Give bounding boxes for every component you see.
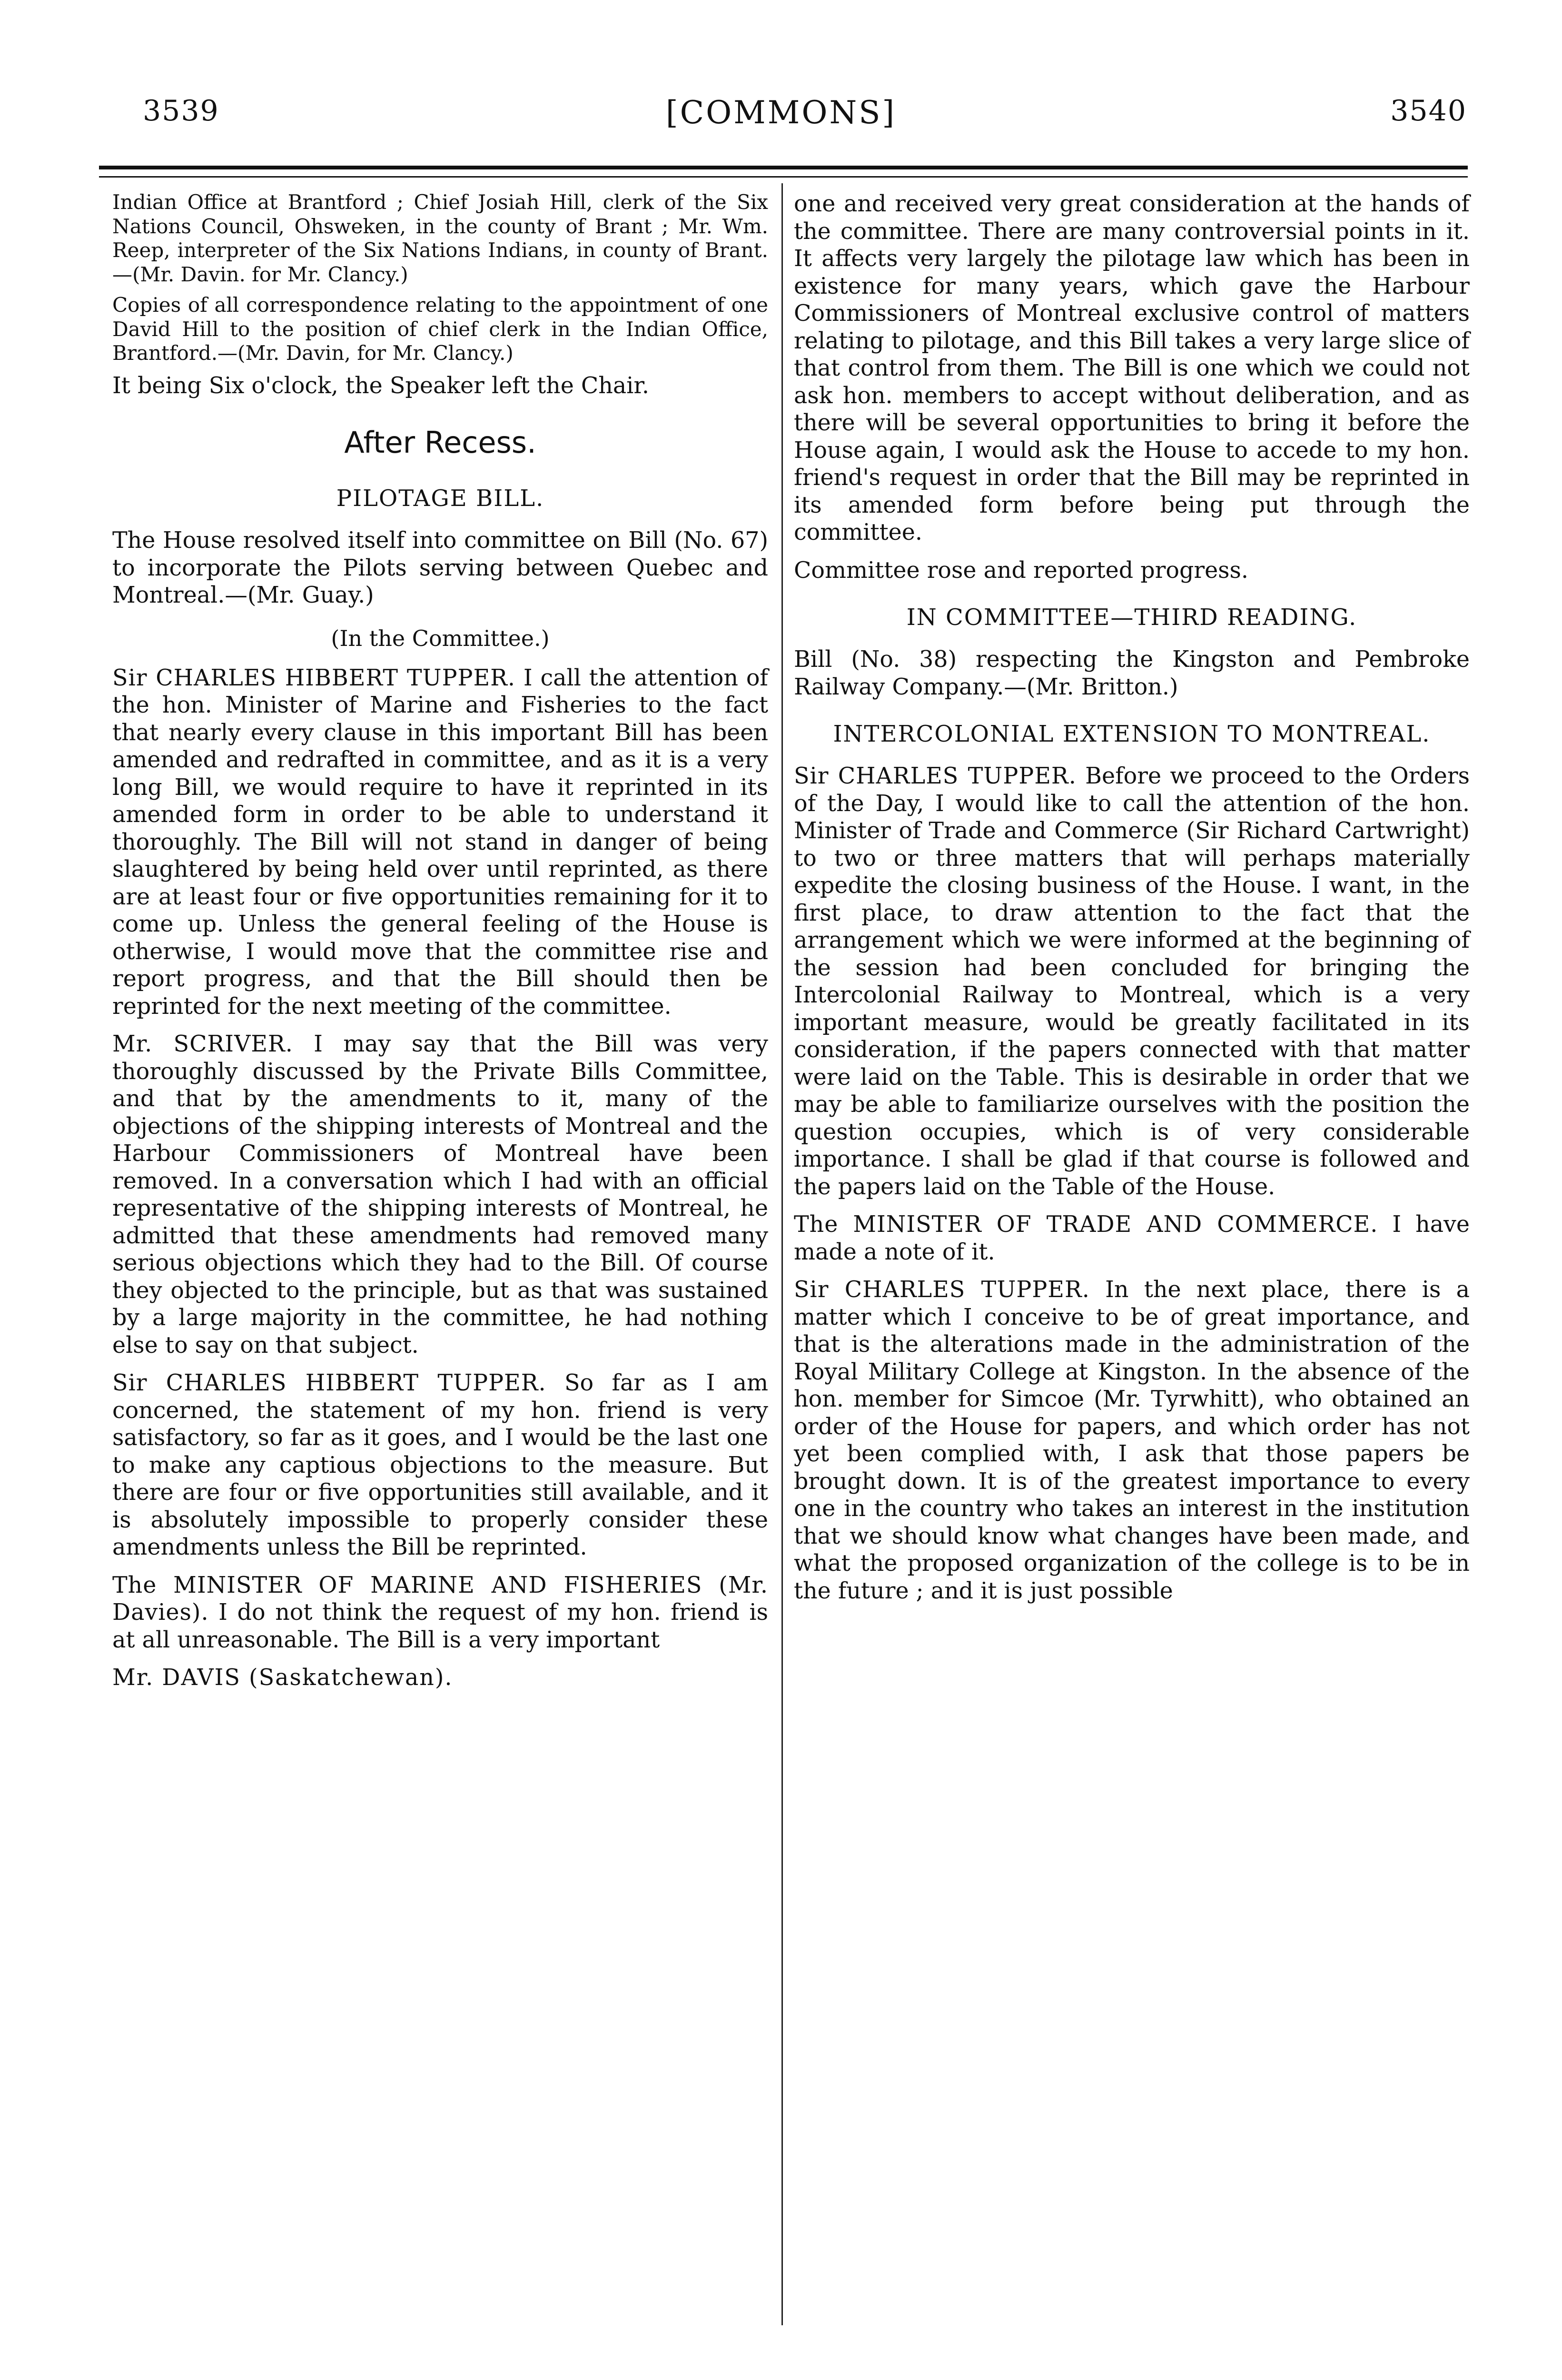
- running-head: [COMMONS]: [665, 94, 897, 131]
- paragraph: The House resolved itself into committee on Bill (No. 67) to incorporate the Pilots serving between Quebec and Montreal.—(Mr. Guay.): [112, 527, 768, 608]
- speaker-name: Sir CHARLES TUPPER.: [794, 1277, 1090, 1303]
- speech: [112, 1572, 768, 1654]
- paragraph: Bill (No. 38) respecting the Kingston and Pembroke Railway Company.—(Mr. Britton.): [794, 646, 1470, 700]
- speech: [794, 1211, 1470, 1266]
- speech-text: I call the attention of the hon. Minister of Marine and Fisheries to the fact that nearly every clause in this important Bill has been amended and redrafted in committee, and as it is a very long Bill, we would require to have it reprinted in its amended form in order to be able to understand it thoroughly. The Bill will not stand in danger of being slaughtered by being held over until reprinted, as there are at least four or five opportunities remaining for it to come up. Unless the general feeling of the House is otherwise, I would move that the committee rise and report progress, and that the Bill should then be reprinted for the next meeting of the committee.: [112, 664, 768, 1020]
- speech-text: So far as I am concerned, the statement of my hon. friend is very satisfactory, so far as it goes, and I would be the last one to make any captious objections to the measure. But there are four or five opportunities still available, and it is absolutely impossible to properly consider these amendments unless the Bill be reprinted.: [112, 1370, 768, 1560]
- column-divider: [781, 183, 783, 2325]
- right-column: [794, 190, 1470, 1615]
- paragraph: It being Six o'clock, the Speaker left the Chair.: [112, 372, 649, 399]
- speech-text: In the next place, there is a matter which I conceive to be of great importance, and that is the alterations made in the administration of the Royal Military College at Kingston. In the absence of the hon. member for Simcoe (Mr. Tyrwhitt), who obtained an order of the House for papers, and which order has not yet been complied with, I ask that those papers be brought down. It is of the greatest importance to every one in the country who takes an interest in the institution that we should know what changes have been made, and what the proposed organization of the college is to be in the future ; and it is just possible: [794, 1277, 1470, 1604]
- speaker-name: The MINISTER OF TRADE AND COMMERCE.: [794, 1211, 1378, 1238]
- right-page-number: 3540: [1390, 94, 1467, 128]
- speech: [794, 1276, 1470, 1605]
- paragraph: Committee rose and reported progress.: [794, 557, 1249, 584]
- speech: [112, 664, 768, 1021]
- speaker-name: The MINISTER OF MARINE AND FISHERIES (Mr. Davies).: [112, 1572, 768, 1626]
- speech-text: I may say that the Bill was very thoroughly discussed by the Private Bills Committee, and that by the amendments to it, many of the objections of the shipping interests of Montreal and the Harbour Commissioners of Montreal have been removed. In a conversation which I had with an official representative of the shipping interests of Montreal, he admitted that these amendments had removed many serious objections which they had to the Bill. Of course they objected to the principle, but as that was sustained by a large majority in the committee, he had nothing else to say on that subject.: [112, 1031, 768, 1359]
- speech-text: Before we proceed to the Orders of the Day, I would like to call the attention of the hon. Minister of Trade and Commerce (Sir Richard Cartwright) to two or three matters that will perhaps materially expedite the closing business of the House. I want, in the first place, to draw attention to the fact that the arrangement which we were informed at the beginning of the session had been concluded for bringing the Intercolonial Railway to Montreal, which is a very important measure, would be greatly facilitated in its consideration, if the papers connected with that matter were laid on the Table. This is desirable in order that we may be able to familiarize ourselves with the position the question occupies, which is of very considerable importance. I shall be glad if that course is followed and the papers laid on the Table of the House.: [794, 763, 1470, 1200]
- next-speaker: Mr. DAVIS (Saskatchewan).: [112, 1665, 453, 1691]
- paragraph: one and received very great consideration at the hands of the committee. There are many controversial points in it. It affects very largely the pilotage law which has been in existence for many years, which gave the Harbour Commissioners of Montreal exclusive control of matters relating to pilotage, and this Bill takes a very large slice of that control from them. The Bill is one which we could not ask hon. members to accept without deliberation, and as there will be several opportunities to bring it before the House again, I would ask the House to accede to my hon. friend's request in order that the Bill may be reprinted in its amended form before being put through the committee.: [794, 191, 1470, 545]
- left-column: [112, 190, 768, 1702]
- header-rule-thin: [99, 176, 1468, 178]
- speech-text: I have made a note of it.: [794, 1211, 1470, 1265]
- header-rule-thick: [99, 166, 1468, 169]
- heading-third-reading: IN COMMITTEE—THIRD READING.: [906, 604, 1357, 631]
- return-notice: Copies of all correspondence relating to the appointment of one David Hill to the position of chief clerk in the Indian Office, Brantford.—(Mr. Davin, for Mr. Clancy.): [112, 293, 768, 365]
- speaker-name: Sir CHARLES TUPPER.: [794, 763, 1077, 789]
- speaker-name: Sir CHARLES HIBBERT TUPPER.: [112, 1370, 546, 1396]
- page-header: [0, 0, 1562, 143]
- left-page-number: 3539: [143, 94, 219, 128]
- speaker-name: Mr. SCRIVER.: [112, 1031, 293, 1057]
- heading-intercolonial-extension: INTERCOLONIAL EXTENSION TO MONTREAL.: [833, 721, 1431, 747]
- speech-text: I do not think the request of my hon. friend is at all unreasonable. The Bill is a very important: [112, 1599, 768, 1653]
- speech: [112, 1369, 768, 1561]
- speech: [112, 1031, 768, 1359]
- heading-after-recess: After Recess.: [344, 425, 536, 460]
- heading-pilotage-bill: PILOTAGE BILL.: [336, 485, 544, 512]
- return-notice: Indian Office at Brantford ; Chief Josiah Hill, clerk of the Six Nations Council, Ohsweken, in the county of Brant ; Mr. Wm. Reep, interpreter of the Six Nations Indians, in county of Brant.—(Mr. Davin. for Mr. Clancy.): [112, 190, 768, 286]
- heading-in-committee: (In the Committee.): [331, 625, 550, 651]
- speech: [794, 763, 1470, 1200]
- speaker-name: Sir CHARLES HIBBERT TUPPER.: [112, 664, 516, 691]
